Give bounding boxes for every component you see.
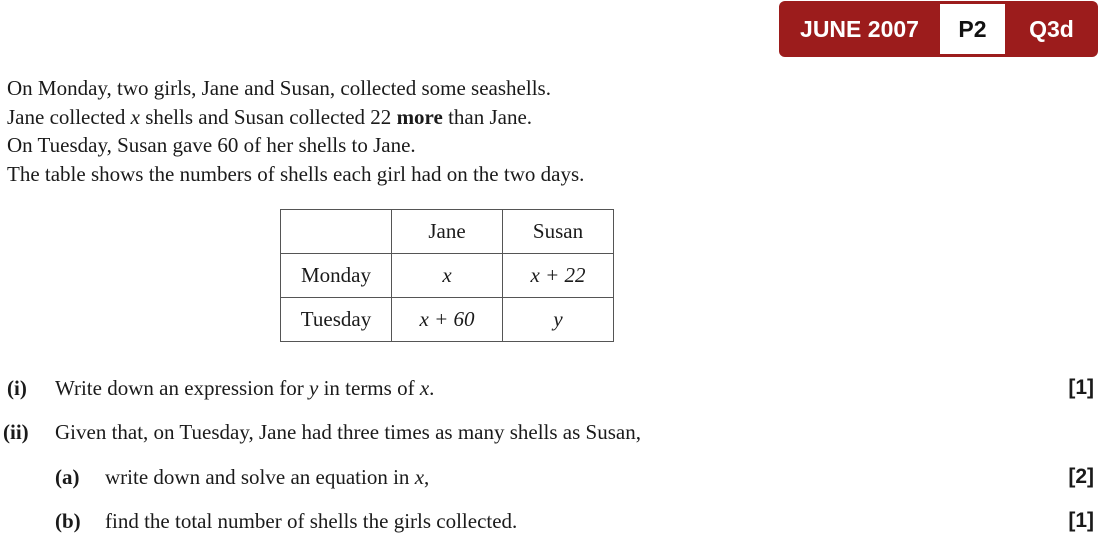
part-i-text-a: Write down an expression for [55, 376, 309, 400]
part-number: (i) [7, 376, 27, 400]
part-i-text-b: in terms of [318, 376, 420, 400]
variable-y: y [309, 376, 319, 400]
part-i-text-c: . [429, 376, 435, 400]
question-reference-badge [779, 1, 1098, 57]
expr-susan-monday: x + 22 [530, 263, 586, 287]
intro-line-2-part-b: shells and Susan collected 22 [139, 104, 397, 129]
part-number: (b) [55, 509, 81, 533]
part-b-text: find the total number of shells the girls collected. [105, 509, 518, 533]
intro-line-3: On Tuesday, Susan gave 60 of her shells to Jane. [7, 133, 416, 157]
part-a-text-b: , [424, 465, 430, 489]
intro-line-2 [7, 103, 584, 132]
exam-date: JUNE 2007 [800, 15, 919, 42]
row-label: Tuesday [281, 298, 392, 342]
intro-line-1: On Monday, two girls, Jane and Susan, collected some seashells. [7, 76, 551, 100]
table-header-row [281, 210, 614, 254]
cell-susan-tuesday [503, 298, 614, 342]
row-label: Monday [281, 254, 392, 298]
paper-number: P2 [940, 4, 1005, 54]
table-header-susan: Susan [503, 210, 614, 254]
table-row-monday [281, 254, 614, 298]
table-header-empty [281, 210, 392, 254]
question-number: Q3d [1029, 15, 1074, 42]
cell-jane-monday [392, 254, 503, 298]
expr-susan-tuesday: y [553, 307, 563, 331]
table-header-jane: Jane [392, 210, 503, 254]
intro-line-4: The table shows the numbers of shells each girl had on the two days. [7, 161, 585, 186]
question-intro [7, 74, 584, 188]
marks-part-a: [2] [1068, 465, 1094, 488]
marks-part-i: [1] [1068, 376, 1094, 399]
question-part-ii [3, 420, 641, 445]
expr-jane-monday: x [442, 263, 452, 287]
cell-jane-tuesday [392, 298, 503, 342]
variable-x: x [419, 376, 430, 400]
question-part-b [55, 509, 517, 534]
intro-line-2-part-c: than Jane. [442, 104, 533, 129]
variable-x: x [414, 465, 425, 489]
part-ii-text: Given that, on Tuesday, Jane had three times as many shells as Susan, [55, 420, 641, 444]
cell-susan-monday [503, 254, 614, 298]
part-a-text-a: write down and solve an equation in [105, 465, 415, 489]
part-number: (a) [55, 465, 80, 489]
emphasis-more: more [396, 104, 443, 129]
table-row-tuesday [281, 298, 614, 342]
expr-jane-tuesday: x + 60 [419, 307, 475, 331]
variable-x: x [130, 104, 140, 129]
question-part-a [55, 465, 429, 490]
question-part-i [7, 376, 434, 401]
marks-part-b: [1] [1068, 509, 1094, 532]
intro-line-2-part-a: Jane collected [7, 104, 131, 129]
shells-table [280, 209, 614, 342]
part-number: (ii) [3, 420, 29, 444]
